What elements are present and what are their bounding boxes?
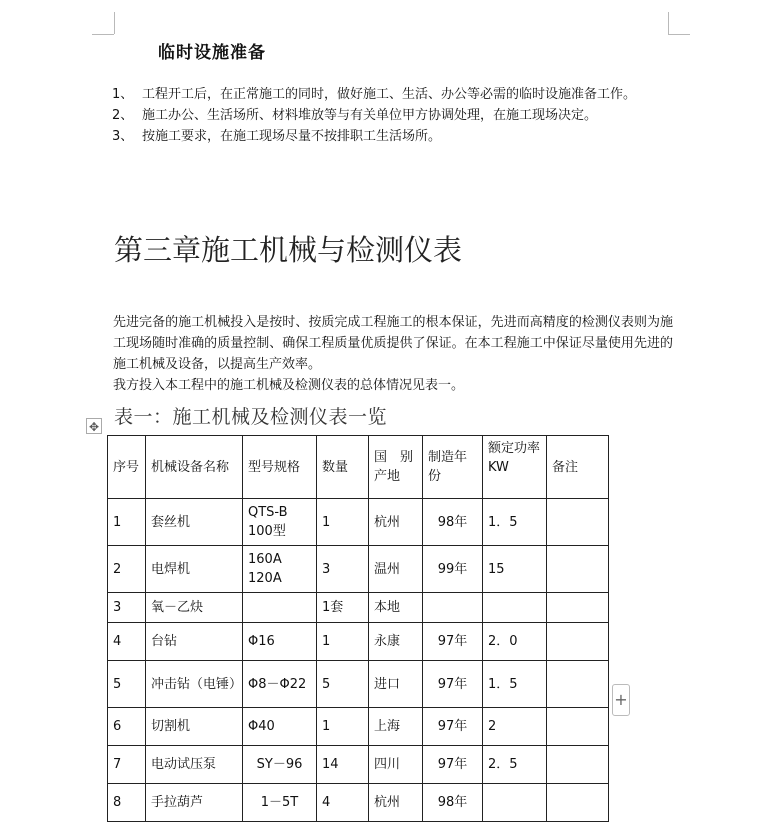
cell-year: 98年 — [423, 784, 483, 822]
list-number: 3、 — [112, 129, 134, 144]
equipment-table — [107, 435, 609, 822]
list-item — [112, 105, 636, 126]
header-name: 机械设备名称 — [146, 436, 243, 499]
list-text: 工程开工后，在正常施工的同时，做好施工、生活、办公等必需的临时设施准备工作。 — [142, 87, 637, 102]
cell-year: 98年 — [423, 499, 483, 546]
cell-origin: 进口 — [369, 661, 423, 708]
header-origin: 国 别产地 — [369, 436, 423, 499]
header-qty: 数量 — [317, 436, 369, 499]
cell-name: 氧－乙炔 — [146, 593, 243, 623]
cell-seq: 8 — [108, 784, 146, 822]
cell-model: 1－5T — [243, 784, 317, 822]
header-note: 备注 — [547, 436, 609, 499]
cell-qty: 5 — [317, 661, 369, 708]
cell-model: Φ16 — [243, 623, 317, 661]
cell-note — [547, 499, 609, 546]
cell-note — [547, 746, 609, 784]
table-row — [108, 623, 609, 661]
list-item — [112, 84, 636, 105]
table-row — [108, 708, 609, 746]
table-row — [108, 499, 609, 546]
cell-seq: 7 — [108, 746, 146, 784]
cell-qty: 1 — [317, 499, 369, 546]
cell-note — [547, 708, 609, 746]
crop-mark — [114, 12, 115, 34]
list-number: 2、 — [112, 108, 134, 123]
cell-origin: 杭州 — [369, 499, 423, 546]
cell-power — [483, 784, 547, 822]
cell-origin: 上海 — [369, 708, 423, 746]
cell-seq: 2 — [108, 546, 146, 593]
add-column-button[interactable]: + — [612, 684, 630, 716]
list-text: 施工办公、生活场所、材料堆放等与有关单位甲方协调处理，在施工现场决定。 — [142, 108, 598, 123]
body-paragraph: 我方投入本工程中的施工机械及检测仪表的总体情况见表一。 — [113, 378, 465, 393]
table-row — [108, 746, 609, 784]
cell-note — [547, 623, 609, 661]
header-year: 制造年份 — [423, 436, 483, 499]
cell-name: 电动试压泵 — [146, 746, 243, 784]
cell-model — [243, 593, 317, 623]
table-row — [108, 546, 609, 593]
cell-name: 台钻 — [146, 623, 243, 661]
numbered-list — [112, 84, 636, 147]
header-model: 型号规格 — [243, 436, 317, 499]
list-item — [112, 126, 636, 147]
section-heading: 临时设施准备 — [158, 43, 266, 63]
cell-model: Φ40 — [243, 708, 317, 746]
table-row — [108, 661, 609, 708]
cell-origin: 杭州 — [369, 784, 423, 822]
cell-year: 99年 — [423, 546, 483, 593]
cell-model: SY－96 — [243, 746, 317, 784]
cell-seq: 1 — [108, 499, 146, 546]
cell-model: Φ8－Φ22 — [243, 661, 317, 708]
header-power: 额定功率KW — [483, 436, 547, 499]
cell-origin: 四川 — [369, 746, 423, 784]
cell-year — [423, 593, 483, 623]
cell-power: 2．5 — [483, 746, 547, 784]
cell-note — [547, 784, 609, 822]
cell-note — [547, 546, 609, 593]
table-row — [108, 784, 609, 822]
list-text: 按施工要求，在施工现场尽量不按排职工生活场所。 — [142, 129, 442, 144]
table-row — [108, 593, 609, 623]
cell-qty: 1套 — [317, 593, 369, 623]
cell-qty: 4 — [317, 784, 369, 822]
cell-year: 97年 — [423, 661, 483, 708]
cell-name: 套丝机 — [146, 499, 243, 546]
cell-seq: 5 — [108, 661, 146, 708]
table-caption: 表一：施工机械及检测仪表一览 — [114, 406, 388, 428]
cell-note — [547, 661, 609, 708]
chapter-heading: 第三章施工机械与检测仪表 — [114, 233, 463, 267]
list-number: 1、 — [112, 87, 134, 102]
crop-mark — [668, 34, 690, 35]
cell-seq: 4 — [108, 623, 146, 661]
cell-model: QTS-B 100型 — [243, 499, 317, 546]
cell-origin: 永康 — [369, 623, 423, 661]
cell-power: 15 — [483, 546, 547, 593]
cell-name: 手拉葫芦 — [146, 784, 243, 822]
cell-qty: 1 — [317, 708, 369, 746]
cell-qty: 1 — [317, 623, 369, 661]
cell-name: 冲击钻（电锤） — [146, 661, 243, 708]
cell-year: 97年 — [423, 623, 483, 661]
cell-model: 160A 120A — [243, 546, 317, 593]
cell-seq: 3 — [108, 593, 146, 623]
cell-qty: 14 — [317, 746, 369, 784]
cell-name: 电焊机 — [146, 546, 243, 593]
cell-name: 切割机 — [146, 708, 243, 746]
cell-note — [547, 593, 609, 623]
cell-origin: 温州 — [369, 546, 423, 593]
header-seq: 序号 — [108, 436, 146, 499]
cell-power: 2 — [483, 708, 547, 746]
crop-mark — [668, 12, 669, 34]
crop-mark — [92, 34, 114, 35]
cell-power: 1．5 — [483, 499, 547, 546]
table-move-handle-icon[interactable]: ✥ — [86, 418, 102, 434]
cell-power: 1．5 — [483, 661, 547, 708]
cell-year: 97年 — [423, 708, 483, 746]
body-paragraph: 先进完备的施工机械投入是按时、按质完成工程施工的根本保证，先进而高精度的检测仪表则为施工现场随时准确的质量控制、确保工程质量优质提供了保证。在本工程施工中保证尽量使用先进的施工机械及设备，以提高生产效率。 — [113, 315, 673, 372]
cell-year: 97年 — [423, 746, 483, 784]
cell-qty: 3 — [317, 546, 369, 593]
cell-power — [483, 593, 547, 623]
cell-power: 2．0 — [483, 623, 547, 661]
cell-origin: 本地 — [369, 593, 423, 623]
cell-seq: 6 — [108, 708, 146, 746]
table-header-row — [108, 436, 609, 499]
